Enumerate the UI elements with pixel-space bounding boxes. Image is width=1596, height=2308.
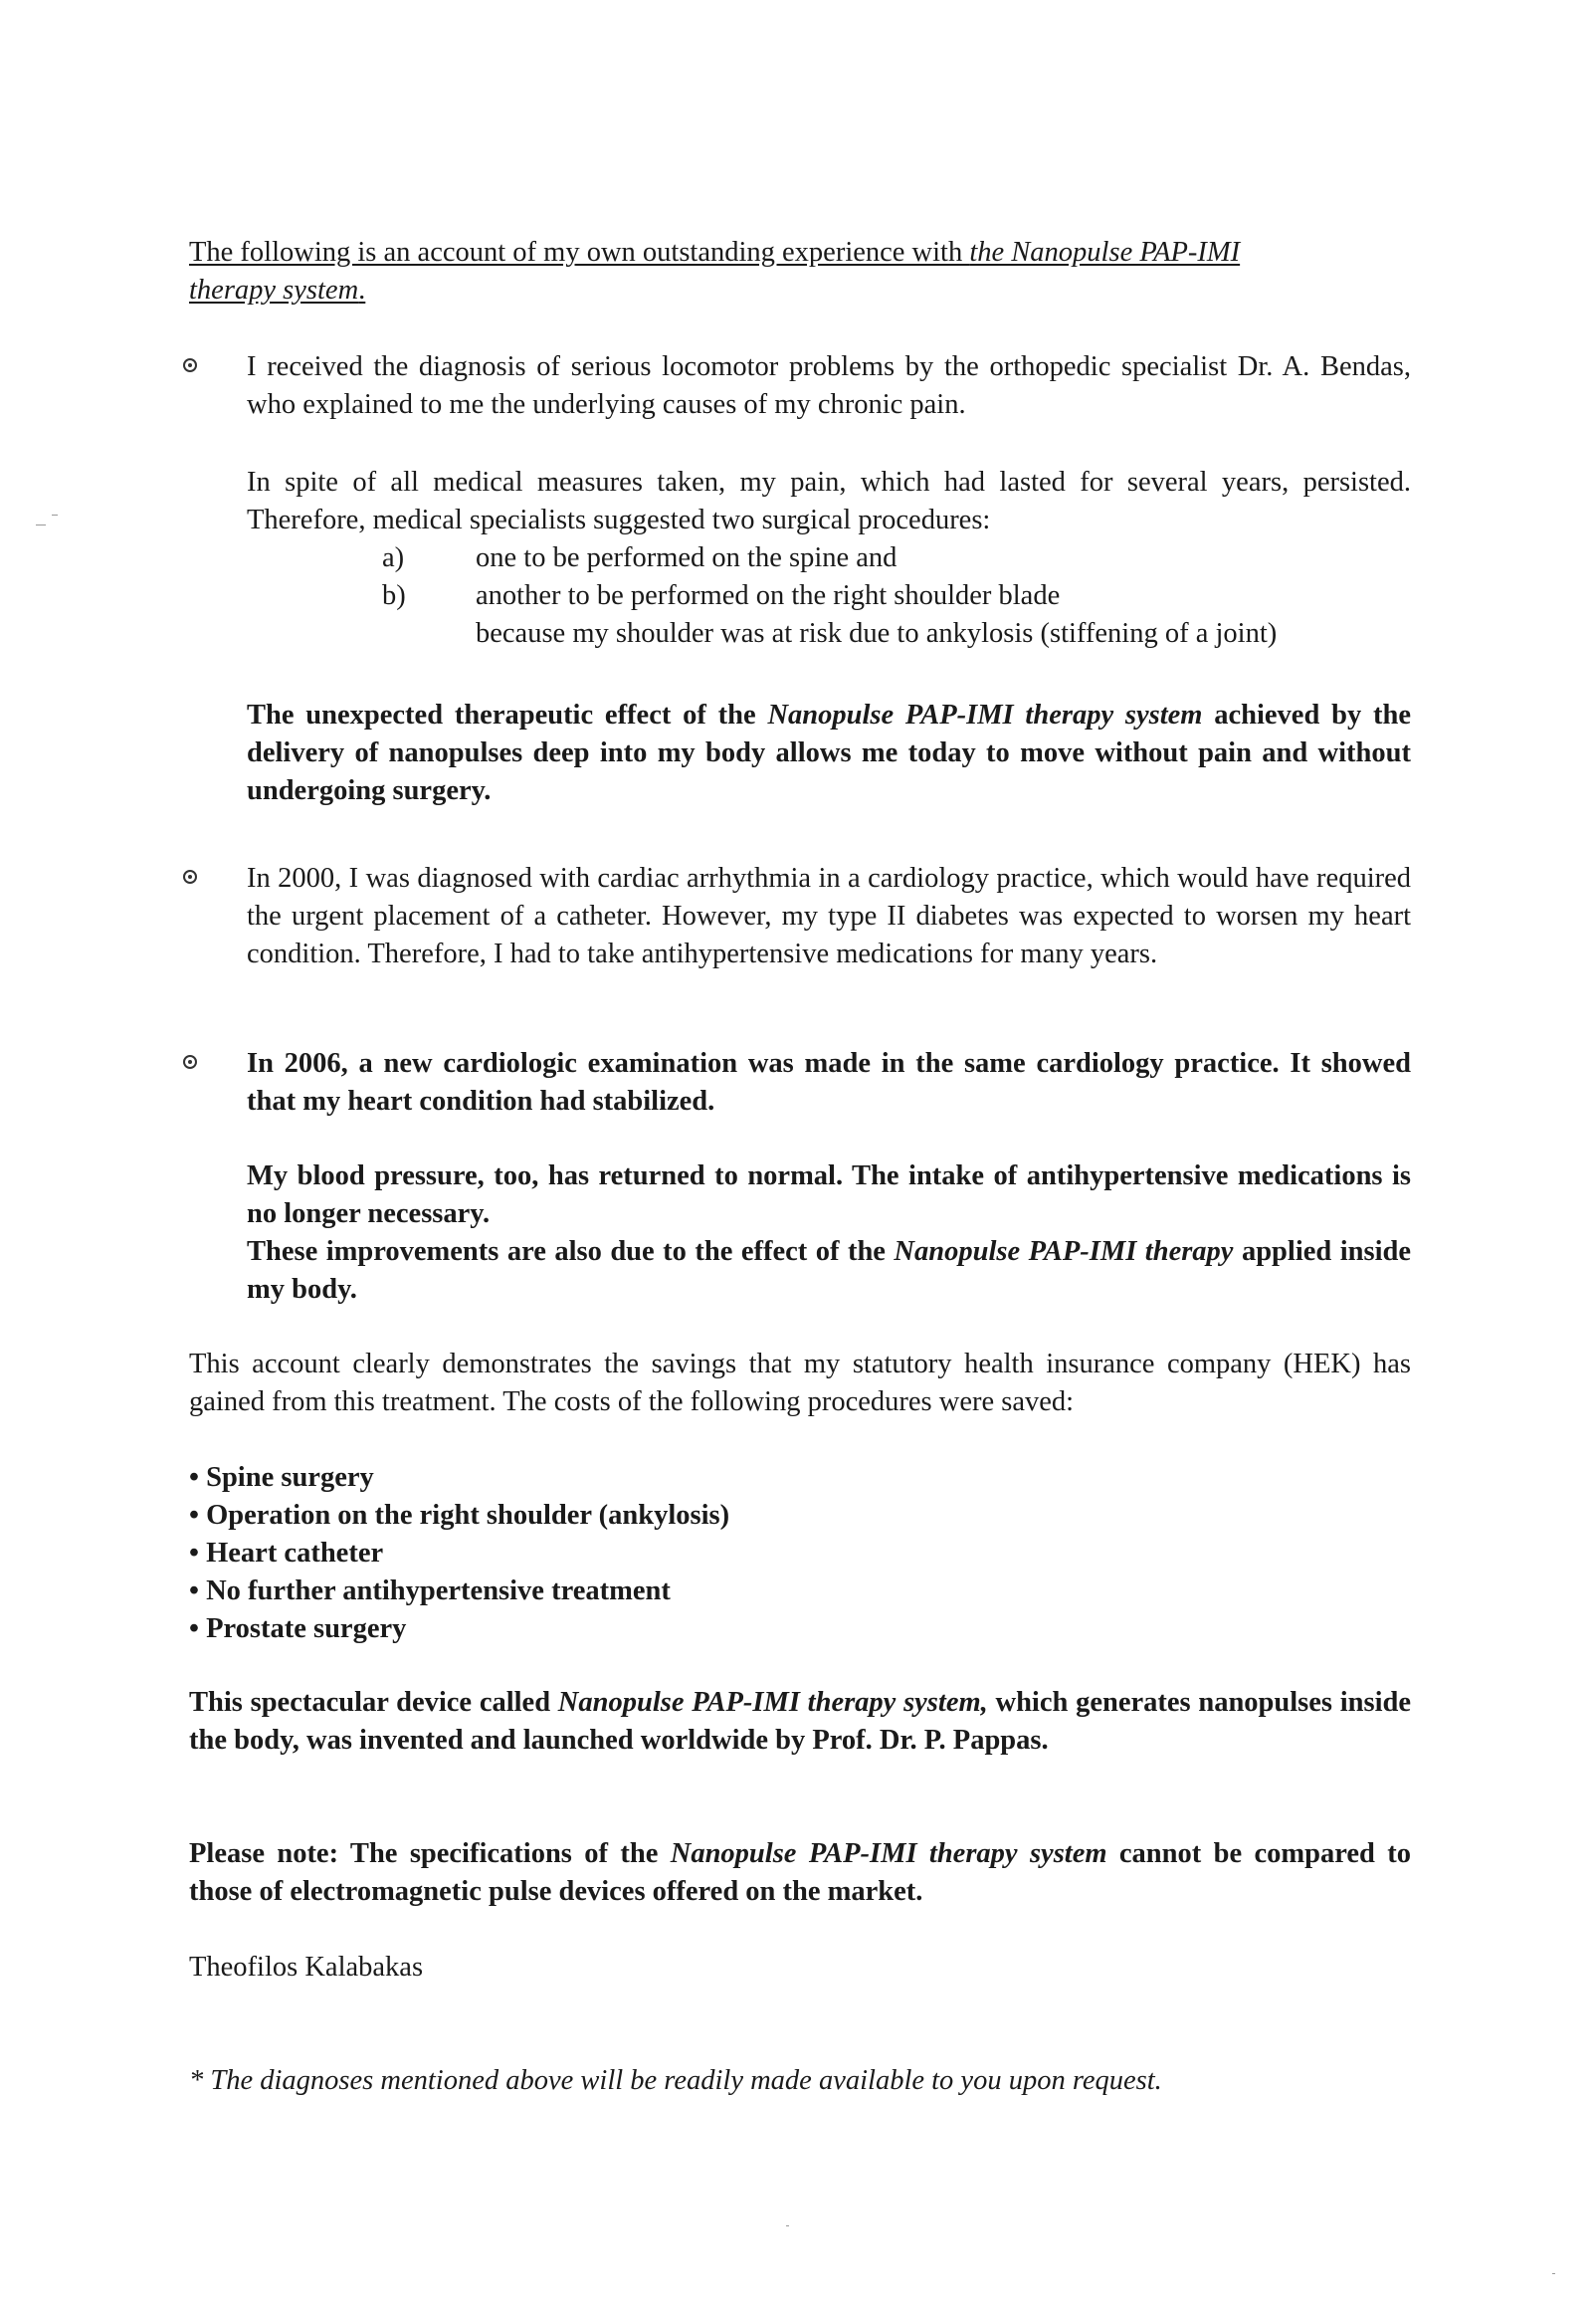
procedure-b-note: because my shoulder was at risk due to ankylosis (stiffening of a joint) bbox=[476, 618, 1278, 649]
signature: Theofilos Kalabakas bbox=[189, 1952, 424, 1983]
note-prefix: Please note: The specifications of the bbox=[189, 1838, 671, 1869]
intro-text: The following is an account of my own outstanding experience with bbox=[189, 237, 970, 268]
list-item: • Heart catheter bbox=[189, 1538, 384, 1569]
list-item: • Prostate surgery bbox=[189, 1613, 407, 1644]
device-italic: Nanopulse PAP-IMI therapy system, bbox=[557, 1687, 988, 1718]
list-item: • Operation on the right shoulder (ankylosis) bbox=[189, 1500, 730, 1531]
exam-paragraph: In 2006, a new cardiologic examination was made in the same cardiology practice. It showed that my heart condition had stabilized. bbox=[247, 1048, 1411, 1117]
note-italic: Nanopulse PAP-IMI therapy system bbox=[670, 1838, 1107, 1869]
improve-italic: Nanopulse PAP-IMI therapy bbox=[894, 1236, 1234, 1267]
procedure-text-a: one to be performed on the spine and bbox=[476, 542, 898, 573]
intro-italic-2: therapy system bbox=[189, 275, 359, 306]
savings-paragraph: This account clearly demonstrates the savings that my statutory health insurance company (HEK) has gained from this treatment. The costs of the following procedures were saved: bbox=[189, 1349, 1411, 1417]
list-item: • Spine surgery bbox=[189, 1462, 374, 1493]
scan-speck bbox=[1552, 2273, 1555, 2274]
footnote: * The diagnoses mentioned above will be readily made available to you upon request. bbox=[189, 2065, 1162, 2096]
intro-paragraph bbox=[189, 234, 1411, 310]
note-paragraph bbox=[189, 1835, 1411, 1911]
improve-suffix: applied inside my body. bbox=[247, 1236, 1411, 1305]
device-paragraph bbox=[189, 1684, 1411, 1760]
improvements-paragraph bbox=[247, 1233, 1411, 1309]
intro-suffix: . bbox=[358, 275, 366, 306]
bullet-icon bbox=[183, 1055, 197, 1069]
procedure-text-b: another to be performed on the right shoulder blade bbox=[476, 580, 1061, 611]
scan-speck bbox=[786, 2225, 789, 2226]
bullet-icon bbox=[183, 870, 197, 884]
device-suffix: which generates nanopulses inside the body, was invented and launched worldwide by Prof. Dr. P. Pappas. bbox=[189, 1687, 1412, 1756]
effect-prefix: The unexpected therapeutic effect of the bbox=[247, 700, 768, 731]
improve-prefix: These improvements are also due to the effect of the bbox=[247, 1236, 895, 1267]
device-prefix: This spectacular device called bbox=[189, 1687, 558, 1718]
effect-italic: Nanopulse PAP-IMI therapy system bbox=[767, 700, 1203, 731]
pressure-paragraph: My blood pressure, too, has returned to normal. The intake of antihypertensive medications is no longer necessary. bbox=[247, 1160, 1411, 1229]
intro-italic: the Nanopulse PAP-IMI bbox=[969, 237, 1241, 268]
effect-paragraph bbox=[247, 697, 1411, 810]
scan-speck bbox=[52, 515, 58, 516]
effect-suffix: achieved by the delivery of nanopulses deep into my body allows me today to move without pain and without undergoing surgery. bbox=[247, 700, 1411, 806]
list-item: • No further antihypertensive treatment bbox=[189, 1575, 671, 1606]
diagnosis-paragraph: I received the diagnosis of serious locomotor problems by the orthopedic specialist Dr. A. Bendas, who explained to me the underlying causes of my chronic pain. bbox=[247, 351, 1411, 420]
procedure-marker-b: b) bbox=[382, 580, 406, 611]
spite-paragraph: In spite of all medical measures taken, my pain, which had lasted for several years, persisted. Therefore, medical specialists suggested two surgical procedures: bbox=[247, 467, 1411, 535]
bullet-icon bbox=[183, 358, 197, 372]
procedure-marker-a: a) bbox=[382, 542, 405, 573]
cardiac-paragraph: In 2000, I was diagnosed with cardiac arrhythmia in a cardiology practice, which would have required the urgent placement of a catheter. However, my type II diabetes was expected to worsen my heart condition. Therefore, I had to take antihypertensive medications for many years. bbox=[247, 863, 1411, 969]
note-suffix: cannot be compared to those of electromagnetic pulse devices offered on the market. bbox=[189, 1838, 1411, 1907]
